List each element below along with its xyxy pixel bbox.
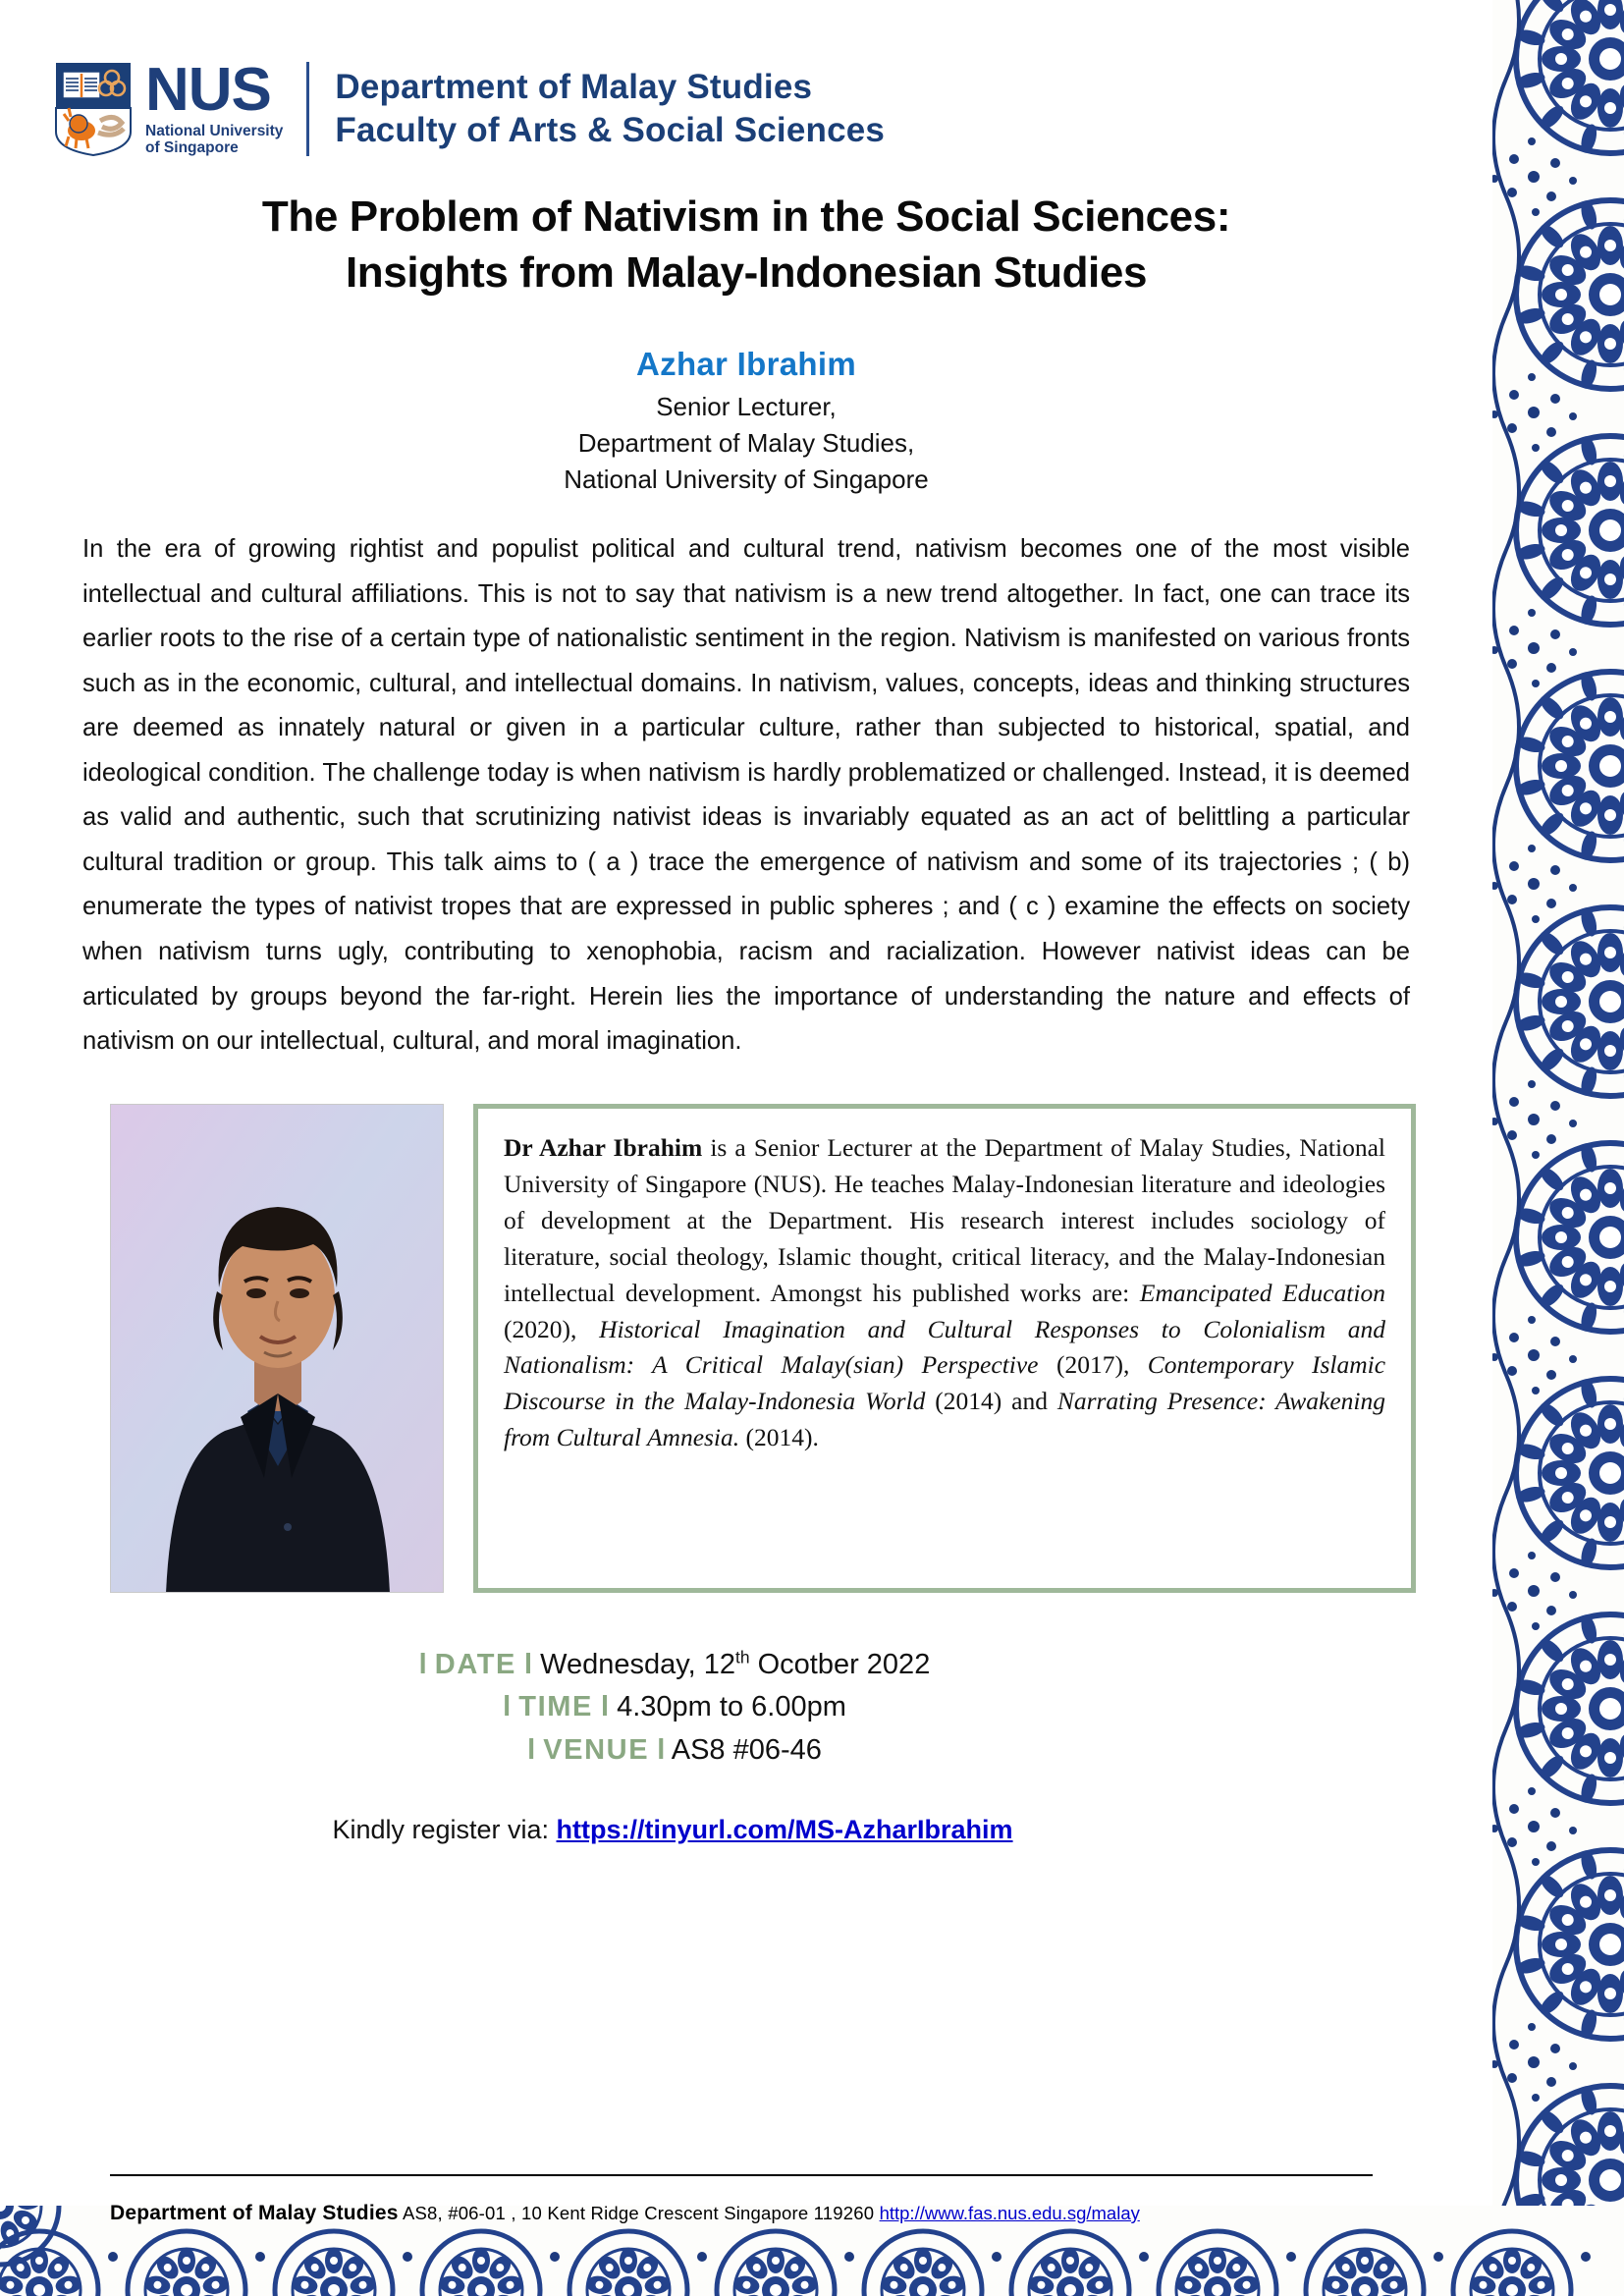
bio-work-3-year: (2014) and: [925, 1387, 1057, 1416]
venue-value: AS8 #06-46: [671, 1733, 822, 1766]
registration-link[interactable]: https://tinyurl.com/MS-AzharIbrahim: [556, 1815, 1013, 1845]
speaker-institution: National University of Singapore: [564, 465, 929, 495]
time-label: TIME: [518, 1691, 593, 1723]
venue-label: VENUE: [543, 1733, 650, 1766]
poster-header: [0, 0, 1492, 167]
bio-work-2-year: (2017),: [1038, 1350, 1148, 1380]
venue-bar-right: l: [657, 1733, 666, 1766]
nus-subtitle-line2: of Singapore: [145, 138, 239, 156]
profile-section: [0, 1104, 1492, 1593]
bio-work-4-year: (2014).: [739, 1423, 819, 1452]
registration-line: [0, 1815, 1492, 1845]
speaker-department: Department of Malay Studies,: [577, 428, 915, 459]
footer-address: AS8, #06-01 , 10 Kent Ridge Crescent Singapore 119260: [398, 2203, 880, 2223]
title-line-2: Insights from Malay-Indonesian Studies: [345, 248, 1148, 298]
bio-name: Dr Azhar Ibrahim: [504, 1132, 703, 1162]
nus-crest-icon: [55, 62, 132, 156]
department-block: [335, 66, 885, 153]
nus-subtitle-line1: National University: [145, 122, 284, 139]
footer-department: Department of Malay Studies: [110, 2202, 399, 2224]
speaker-role: Senior Lecturer,: [656, 392, 837, 422]
speaker-name: Azhar Ibrahim: [636, 346, 856, 383]
bio-work-1-title: Emancipated Education: [1139, 1278, 1385, 1307]
bio-work-3-title: Contemporary Islamic Discourse in the Malay-Indonesia World: [504, 1350, 1386, 1416]
header-divider: [306, 62, 309, 156]
event-details: [0, 1644, 1492, 1773]
date-label: DATE: [434, 1648, 516, 1680]
speaker-photo: [110, 1104, 444, 1593]
bio-work-1-year: (2020),: [504, 1314, 600, 1343]
date-value-ordinal: th: [735, 1647, 750, 1667]
department-name: Department of Malay Studies: [335, 67, 813, 106]
detail-row-venue: [0, 1729, 1349, 1773]
time-value: 4.30pm to 6.00pm: [617, 1691, 846, 1723]
speaker-bio: [473, 1104, 1416, 1593]
nus-wordmark: [145, 55, 284, 157]
nus-acronym: NUS: [145, 55, 271, 124]
date-bar-right: l: [524, 1648, 533, 1680]
bio-work-2-title: Historical Imagination and Cultural Responses to Colonialism and Nationalism: A Critical Malay(sian) Perspective: [504, 1314, 1385, 1380]
bio-work-4-title: Narrating Presence: Awakening from Cultural Amnesia.: [504, 1387, 1385, 1452]
detail-row-date: [0, 1644, 1349, 1687]
time-bar-left: l: [503, 1691, 512, 1723]
faculty-name: Faculty of Arts & Social Sciences: [335, 111, 886, 149]
detail-row-time: [0, 1686, 1349, 1729]
bio-intro: is a Senior Lecturer at the Department of Malay Studies, National University of Singapore (NUS). He teaches Malay-Indonesian literature and ideologies of development at the Department. His research interest includes sociology of literature, social theology, Islamic thought, critical literacy, and the Malay-Indonesian intellectual development. Amongst his published works are:: [504, 1132, 1385, 1307]
poster-footer: [110, 2202, 1386, 2225]
date-value-pre: Wednesday, 12: [540, 1648, 736, 1680]
abstract-text: In the era of growing rightist and populist political and cultural trend, nativism becomes one of the most visible intellectual and cultural affiliations. This is not to say that nativism is a new trend altogether. In fact, one can trace its earlier roots to the rise of a certain type of nationalistic sentiment in the region. Nativism is manifested on various fronts such as in the economic, cultural, and intellectual domains. In nativism, values, concepts, ideas and thinking structures are deemed as innately natural or given in a particular culture, rather than subjected to historical, spatial, and ideological condition. The challenge today is when nativism is hardly problematized or challenged. Instead, it is deemed as valid and authentic, such that scrutinizing nativist ideas is invariably equated as an act of belittling a particular cultural tradition or group. This talk aims to ( a ) trace the emergence of nativism and some of its trajectories ; ( b) enumerate the types of nativist tropes that are expressed in public spheres ; and ( c ) examine the effects on society when nativism turns ugly, contributing to xenophobia, racism and racialization. However nativist ideas can be articulated by groups beyond the far-right. Herein lies the importance of understanding the nature and effects of nativism on our intellectual, cultural, and moral imagination.: [82, 535, 1410, 1056]
speaker-affiliation: [0, 389, 1492, 498]
decorative-border-right: [1492, 0, 1624, 2296]
register-prefix: Kindly register via:: [332, 1815, 557, 1845]
date-bar-left: l: [418, 1648, 427, 1680]
time-bar-right: l: [600, 1691, 610, 1723]
date-value-post: Ocotber 2022: [749, 1648, 931, 1680]
title-line-1: The Problem of Nativism in the Social Sciences:: [261, 192, 1231, 241]
page-title: [69, 189, 1424, 301]
venue-bar-left: l: [527, 1733, 536, 1766]
footer-divider: [110, 2174, 1373, 2176]
footer-link[interactable]: http://www.fas.nus.edu.sg/malay: [879, 2203, 1140, 2223]
